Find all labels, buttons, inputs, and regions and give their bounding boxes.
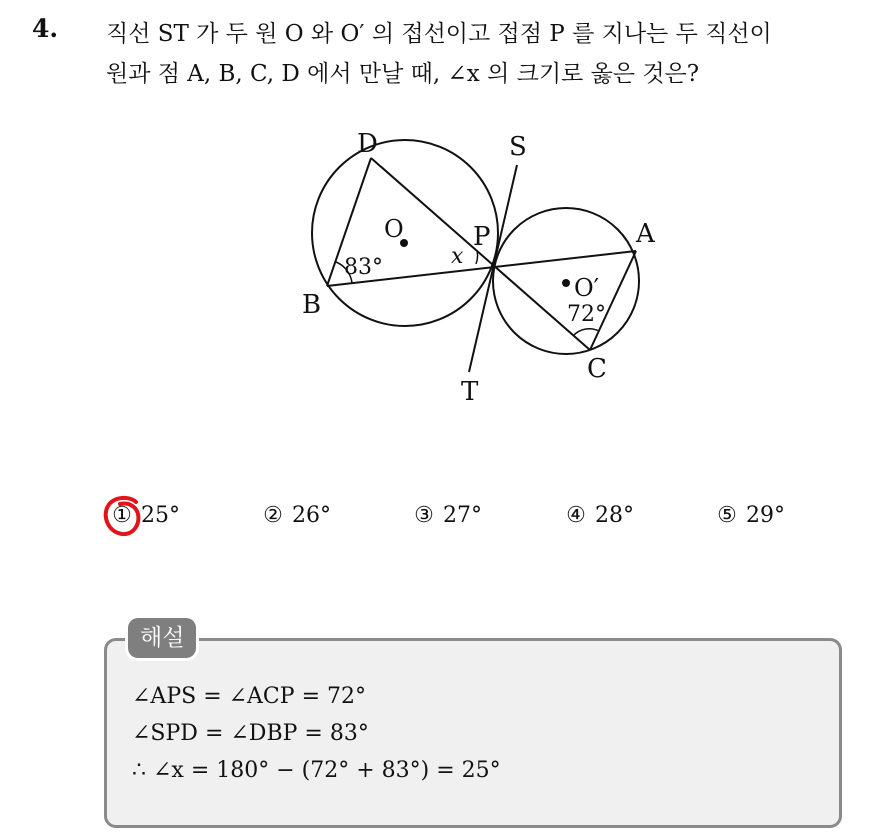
angle-arc-x bbox=[476, 251, 478, 264]
solution-tag: 해설 bbox=[128, 618, 196, 658]
label-o-prime: O′ bbox=[574, 274, 600, 302]
question-line-1: 직선 ST 가 두 원 O 와 O′ 의 접선이고 접점 P 를 지나는 두 직선이 bbox=[106, 21, 772, 47]
solution-lines bbox=[132, 678, 501, 789]
circle-o bbox=[312, 140, 498, 326]
label-angle-b: 83° bbox=[344, 255, 383, 280]
choice-2[interactable] bbox=[262, 503, 331, 528]
choice-4-marker: ④ bbox=[566, 502, 586, 528]
angle-arc-c bbox=[573, 329, 599, 336]
label-o: O bbox=[384, 215, 404, 243]
label-c: C bbox=[587, 354, 607, 384]
label-p: P bbox=[473, 222, 491, 252]
label-d: D bbox=[357, 129, 378, 159]
question-line-2: 원과 점 A, B, C, D 에서 만날 때, ∠x 의 크기로 옳은 것은? bbox=[106, 61, 700, 87]
label-t: T bbox=[461, 377, 479, 407]
solution-line-2: ∠SPD = ∠DBP = 83° bbox=[132, 721, 369, 746]
choice-2-marker: ② bbox=[263, 502, 283, 528]
label-a: A bbox=[636, 219, 655, 249]
choice-3[interactable] bbox=[413, 503, 482, 528]
label-x: x bbox=[451, 244, 464, 269]
label-s: S bbox=[509, 132, 527, 162]
solution-line-3: ∴ ∠x = 180° − (72° + 83°) = 25° bbox=[132, 758, 501, 783]
choice-5-text: 29° bbox=[746, 503, 785, 528]
choice-1[interactable] bbox=[111, 503, 180, 528]
solution-line-1: ∠APS = ∠ACP = 72° bbox=[132, 684, 366, 709]
choice-4[interactable] bbox=[565, 503, 634, 528]
choice-1-marker: ① bbox=[112, 502, 132, 528]
label-b: B bbox=[302, 290, 322, 320]
label-angle-c: 72° bbox=[567, 302, 606, 327]
choice-4-text: 28° bbox=[595, 503, 634, 528]
question-number: 4. bbox=[32, 14, 59, 43]
choice-5-marker: ⑤ bbox=[717, 502, 737, 528]
choice-2-text: 26° bbox=[292, 503, 331, 528]
choice-3-text: 27° bbox=[443, 503, 482, 528]
choice-1-text: 25° bbox=[141, 503, 180, 528]
choice-5[interactable] bbox=[716, 503, 785, 528]
answer-choices bbox=[0, 503, 884, 537]
choice-3-marker: ③ bbox=[414, 502, 434, 528]
center-o-prime-dot bbox=[562, 279, 570, 287]
